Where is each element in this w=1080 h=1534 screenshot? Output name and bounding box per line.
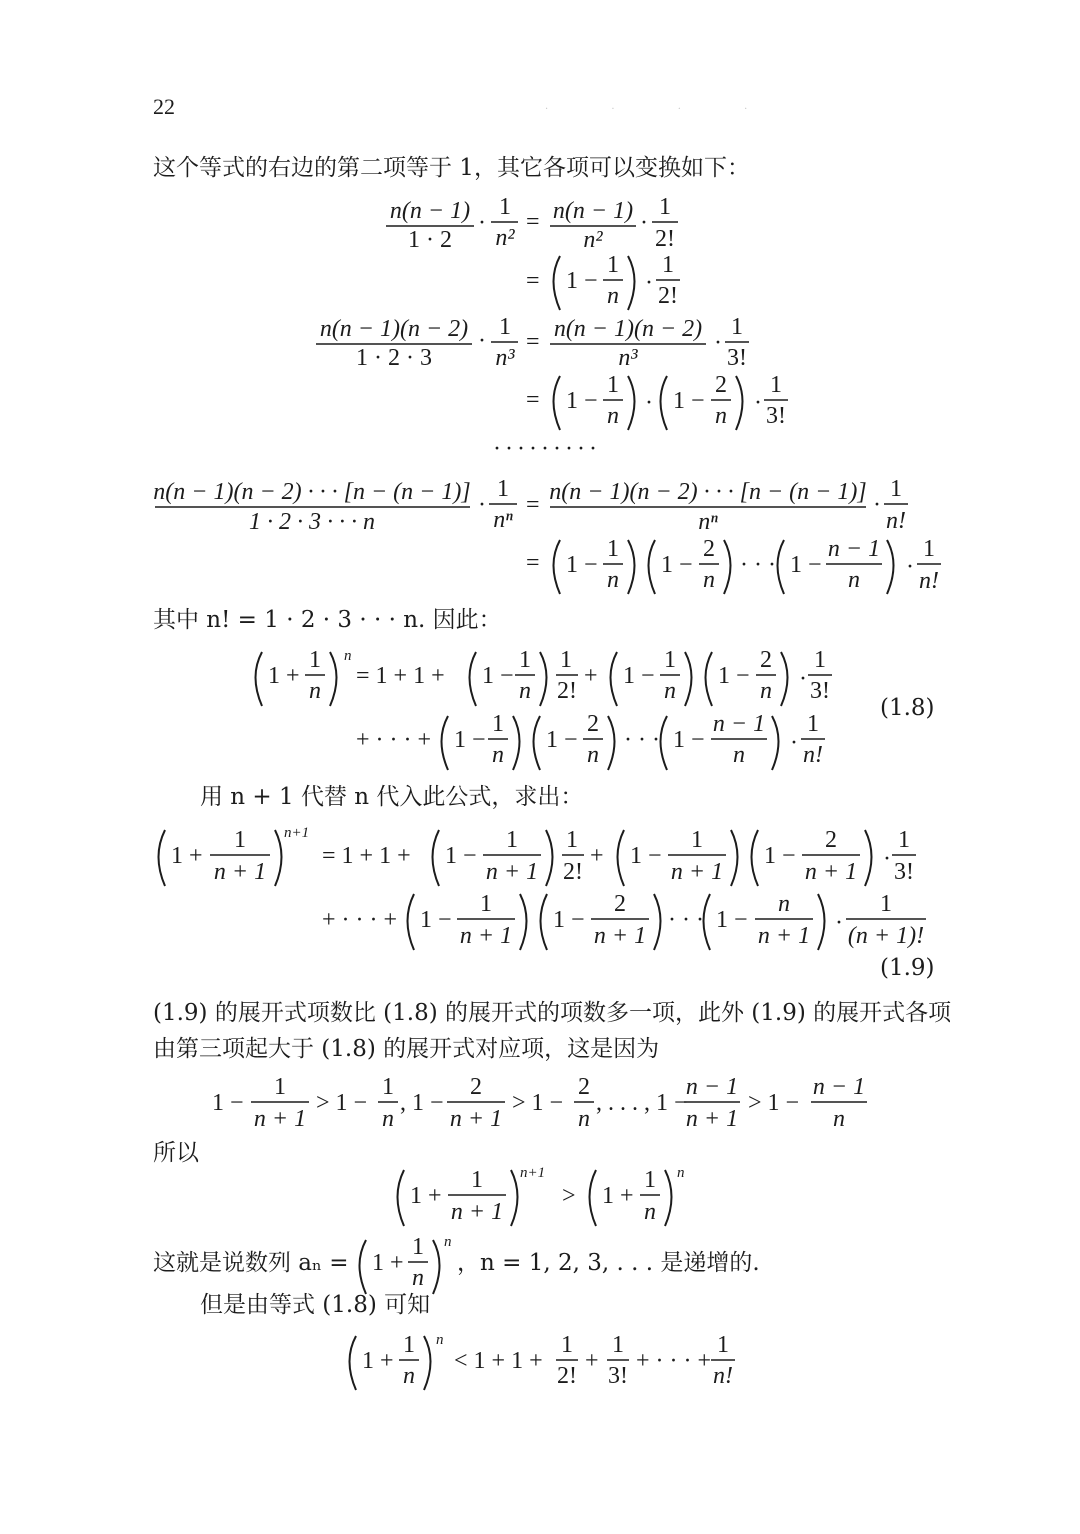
eq-number-1-8: (1.8) — [880, 695, 935, 721]
svg-text:2: 2 — [715, 372, 727, 398]
svg-text:n: n — [833, 1106, 845, 1132]
svg-text:n + 1: n + 1 — [685, 1106, 739, 1132]
svg-text:1 +: 1 + — [362, 1348, 394, 1374]
svg-text:1 −: 1 − — [546, 727, 578, 753]
svg-text:· · ·: · · · — [740, 552, 776, 578]
intro-text: 这个等式的右边的第二项等于 1，其它各项可以变换如下： — [153, 155, 750, 181]
svg-text:n(n − 1)(n − 2) · · · [n − (n: n(n − 1)(n − 2) · · · [n − (n − 1)] — [153, 479, 471, 505]
svg-text:1 −: 1 − — [623, 663, 655, 689]
svg-text:1: 1 — [890, 476, 902, 502]
inequality-chain — [212, 1074, 867, 1132]
svg-text:·: · — [645, 270, 653, 296]
svg-text:1 −: 1 − — [716, 907, 748, 933]
svg-text:n + 1: n + 1 — [449, 1106, 503, 1132]
equation-1-9 — [159, 825, 927, 950]
svg-text:·: · — [790, 730, 798, 756]
svg-text:+: + — [584, 663, 598, 689]
svg-text:n³: n³ — [618, 345, 638, 371]
comparison-text-line1: (1.9) 的展开式项数比 (1.8) 的展开式的项数多一项，此外 (1.9) 的展开式各项 — [153, 1000, 952, 1026]
svg-text:=: = — [526, 387, 540, 413]
svg-text:n³: n³ — [495, 345, 515, 371]
svg-text:1: 1 — [566, 827, 578, 853]
svg-text:·: · — [478, 328, 486, 354]
svg-text:+: + — [590, 843, 604, 869]
svg-text:2: 2 — [578, 1074, 590, 1100]
svg-text:> 1 −: > 1 − — [512, 1090, 564, 1116]
substitute-text: 用 n + 1 代替 n 代入此公式，求出： — [200, 784, 584, 810]
svg-text:1: 1 — [499, 194, 511, 220]
svg-text:n²: n² — [495, 225, 515, 251]
svg-text:n: n — [760, 678, 772, 704]
svg-text:2: 2 — [614, 891, 626, 917]
svg-text:n + 1: n + 1 — [757, 923, 811, 949]
svg-text:1: 1 — [274, 1074, 286, 1100]
svg-text:1: 1 — [691, 827, 703, 853]
svg-text:nⁿ: nⁿ — [698, 509, 718, 535]
svg-text:2: 2 — [825, 827, 837, 853]
svg-text:n: n — [309, 678, 321, 704]
equation-block-general-term — [153, 476, 941, 594]
equation-block-third-term — [316, 314, 788, 430]
svg-text:n + 1: n + 1 — [253, 1106, 307, 1132]
svg-text:2!: 2! — [658, 283, 678, 309]
svg-text:1 −: 1 − — [764, 843, 796, 869]
svg-text:n + 1: n + 1 — [804, 859, 858, 885]
svg-text:1 −: 1 − — [566, 388, 598, 414]
svg-text:1: 1 — [403, 1332, 415, 1358]
svg-text:1: 1 — [506, 827, 518, 853]
svg-text:, . . . , 1 −: , . . . , 1 − — [596, 1090, 688, 1116]
svg-text:2!: 2! — [655, 226, 675, 252]
svg-text:2: 2 — [587, 711, 599, 737]
svg-text:1 · 2: 1 · 2 — [408, 227, 452, 253]
svg-text:1 +: 1 + — [268, 663, 300, 689]
svg-text:1: 1 — [814, 647, 826, 673]
svg-text:nⁿ: nⁿ — [493, 507, 513, 533]
svg-text:1: 1 — [717, 1332, 729, 1358]
svg-text:+: + — [585, 1348, 599, 1374]
svg-text:n + 1: n + 1 — [485, 859, 539, 885]
inequality-bound — [350, 1332, 736, 1390]
svg-text:, 1 −: , 1 − — [400, 1090, 444, 1116]
svg-text:=: = — [526, 329, 540, 355]
svg-text:n(n − 1)(n − 2) · · · [n − (n: n(n − 1)(n − 2) · · · [n − (n − 1)] — [549, 479, 867, 505]
svg-text:2!: 2! — [557, 1363, 577, 1389]
svg-text:1: 1 — [382, 1074, 394, 1100]
svg-text:n + 1: n + 1 — [213, 859, 267, 885]
svg-text:= 1 + 1 +: = 1 + 1 + — [356, 663, 445, 689]
svg-text:n²: n² — [583, 227, 603, 253]
svg-text:n!: n! — [713, 1363, 733, 1389]
svg-text:2: 2 — [703, 536, 715, 562]
page-number: 22 — [153, 94, 175, 119]
svg-text:·: · — [906, 554, 914, 580]
svg-text:1: 1 — [492, 711, 504, 737]
svg-text:1: 1 — [659, 194, 671, 220]
svg-text:n+1: n+1 — [520, 1165, 546, 1181]
svg-text:=: = — [526, 268, 540, 294]
svg-text:1: 1 — [480, 891, 492, 917]
svg-text:n!: n! — [919, 568, 939, 594]
svg-text:3!: 3! — [810, 678, 830, 704]
svg-text:n(n − 1)(n − 2): n(n − 1)(n − 2) — [553, 316, 703, 342]
svg-text:1: 1 — [519, 647, 531, 673]
svg-text:n: n — [382, 1106, 394, 1132]
eq-number-1-9: (1.9) — [880, 955, 935, 981]
svg-text:n!: n! — [803, 742, 823, 768]
svg-text:·: · — [873, 492, 881, 518]
svg-text:n: n — [444, 1234, 452, 1250]
svg-text:> 1 −: > 1 − — [748, 1090, 800, 1116]
svg-text:·: · — [883, 846, 891, 872]
svg-text:1: 1 — [309, 647, 321, 673]
svg-text:1 · 2 · 3: 1 · 2 · 3 — [356, 345, 432, 371]
svg-text:1: 1 — [770, 372, 782, 398]
header-mark: · · · · — [545, 104, 778, 115]
svg-text:n: n — [778, 891, 790, 917]
svg-text:n: n — [848, 567, 860, 593]
svg-text:1: 1 — [607, 372, 619, 398]
svg-text:3!: 3! — [894, 859, 914, 885]
svg-text:·: · — [754, 390, 762, 416]
svg-text:2: 2 — [760, 647, 772, 673]
svg-text:1 −: 1 − — [661, 552, 693, 578]
svg-text:1 −: 1 − — [482, 663, 514, 689]
svg-text:1 −: 1 − — [673, 388, 705, 414]
ellipsis-row: ········· — [493, 436, 601, 462]
svg-text:·: · — [478, 210, 486, 236]
svg-text:1 −: 1 − — [790, 552, 822, 578]
therefore-text: 所以 — [153, 1140, 199, 1166]
svg-text:1: 1 — [664, 647, 676, 673]
svg-text:·: · — [478, 492, 486, 518]
svg-text:·: · — [645, 390, 653, 416]
svg-text:1: 1 — [497, 476, 509, 502]
svg-text:n(n − 1): n(n − 1) — [552, 198, 634, 224]
svg-text:1: 1 — [607, 536, 619, 562]
increasing-text-pre: 这就是说数列 aₙ = — [153, 1250, 349, 1276]
svg-text:1 −: 1 − — [212, 1090, 244, 1116]
but-text: 但是由等式 (1.8) 可知 — [200, 1292, 431, 1318]
svg-text:1 +: 1 + — [171, 843, 203, 869]
svg-text:1 +: 1 + — [410, 1183, 442, 1209]
svg-text:n: n — [587, 742, 599, 768]
svg-text:n − 1: n − 1 — [712, 711, 766, 737]
svg-text:n: n — [703, 567, 715, 593]
increasing-text-post: ，n = 1, 2, 3, . . . 是递增的. — [457, 1250, 760, 1276]
svg-text:2: 2 — [470, 1074, 482, 1100]
svg-text:1 −: 1 − — [553, 907, 585, 933]
svg-text:1 −: 1 − — [673, 727, 705, 753]
svg-text:1: 1 — [923, 536, 935, 562]
svg-text:1: 1 — [471, 1167, 483, 1193]
svg-text:=: = — [526, 492, 540, 518]
svg-text:>: > — [562, 1183, 576, 1209]
svg-text:+ · · · +: + · · · + — [322, 907, 398, 933]
svg-text:1: 1 — [612, 1332, 624, 1358]
svg-text:n(n − 1)(n − 2): n(n − 1)(n − 2) — [319, 316, 469, 342]
svg-text:n: n — [664, 678, 676, 704]
svg-text:+ · · · +: + · · · + — [636, 1348, 712, 1374]
svg-text:> 1 −: > 1 − — [316, 1090, 368, 1116]
svg-text:n(n − 1): n(n − 1) — [389, 198, 471, 224]
svg-text:3!: 3! — [608, 1363, 628, 1389]
svg-text:n − 1: n − 1 — [812, 1074, 866, 1100]
svg-text:1 −: 1 − — [445, 843, 477, 869]
svg-text:n − 1: n − 1 — [685, 1074, 739, 1100]
where-text: 其中 n! = 1 · 2 · 3 · · · n. 因此： — [153, 607, 502, 633]
svg-text:1: 1 — [807, 711, 819, 737]
sequence-definition — [360, 1234, 452, 1294]
svg-text:n: n — [519, 678, 531, 704]
svg-text:1: 1 — [561, 1332, 573, 1358]
svg-text:n − 1: n − 1 — [827, 536, 881, 562]
svg-text:·: · — [799, 666, 807, 692]
svg-text:·: · — [835, 910, 843, 936]
svg-text:n: n — [492, 742, 504, 768]
svg-text:n: n — [436, 1332, 444, 1348]
svg-text:n: n — [607, 567, 619, 593]
svg-text:2!: 2! — [557, 678, 577, 704]
svg-text:n!: n! — [886, 508, 906, 534]
svg-text:1 · 2 · 3 · · · n: 1 · 2 · 3 · · · n — [249, 509, 375, 535]
comparison-text-line2: 由第三项起大于 (1.8) 的展开式对应项，这是因为 — [153, 1036, 660, 1062]
svg-text:=: = — [526, 209, 540, 235]
svg-text:n + 1: n + 1 — [450, 1199, 504, 1225]
svg-text:1: 1 — [898, 827, 910, 853]
svg-text:1 +: 1 + — [372, 1250, 404, 1276]
svg-text:1: 1 — [644, 1167, 656, 1193]
svg-text:n + 1: n + 1 — [593, 923, 647, 949]
svg-text:n: n — [715, 403, 727, 429]
svg-text:1 −: 1 − — [630, 843, 662, 869]
svg-text:1 +: 1 + — [602, 1183, 634, 1209]
svg-text:3!: 3! — [727, 345, 747, 371]
svg-text:1 −: 1 − — [454, 727, 486, 753]
svg-text:n: n — [677, 1165, 685, 1181]
svg-text:n: n — [607, 403, 619, 429]
svg-text:n: n — [644, 1199, 656, 1225]
svg-text:2!: 2! — [563, 859, 583, 885]
svg-text:3!: 3! — [766, 403, 786, 429]
svg-text:n: n — [578, 1106, 590, 1132]
svg-text:n: n — [412, 1265, 424, 1291]
svg-text:n: n — [733, 742, 745, 768]
svg-text:1 −: 1 − — [718, 663, 750, 689]
svg-text:· · ·: · · · — [668, 907, 704, 933]
svg-text:·: · — [714, 330, 722, 356]
svg-text:1 −: 1 − — [566, 552, 598, 578]
svg-text:n+1: n+1 — [284, 825, 310, 841]
svg-text:1: 1 — [499, 314, 511, 340]
equation-1-8 — [256, 647, 833, 770]
svg-text:1: 1 — [412, 1234, 424, 1260]
svg-text:n: n — [607, 283, 619, 309]
svg-text:n + 1: n + 1 — [670, 859, 724, 885]
svg-text:n + 1: n + 1 — [459, 923, 513, 949]
svg-text:< 1 + 1 +: < 1 + 1 + — [454, 1348, 543, 1374]
svg-text:1: 1 — [234, 827, 246, 853]
inequality-increasing — [398, 1165, 685, 1226]
svg-text:+ · · · +: + · · · + — [356, 727, 432, 753]
svg-text:1 −: 1 − — [420, 907, 452, 933]
svg-text:1: 1 — [662, 252, 674, 278]
svg-text:1: 1 — [880, 891, 892, 917]
svg-text:1: 1 — [731, 314, 743, 340]
svg-text:1 −: 1 − — [566, 268, 598, 294]
svg-text:n: n — [344, 648, 352, 664]
svg-text:= 1 + 1 +: = 1 + 1 + — [322, 843, 411, 869]
svg-text:(n + 1)!: (n + 1)! — [847, 923, 925, 949]
svg-text:1: 1 — [560, 647, 572, 673]
svg-text:=: = — [526, 550, 540, 576]
svg-text:n: n — [403, 1363, 415, 1389]
equation-block-second-term — [386, 194, 680, 310]
svg-text:· · ·: · · · — [624, 727, 660, 753]
svg-text:·: · — [640, 210, 648, 236]
svg-text:1: 1 — [607, 252, 619, 278]
